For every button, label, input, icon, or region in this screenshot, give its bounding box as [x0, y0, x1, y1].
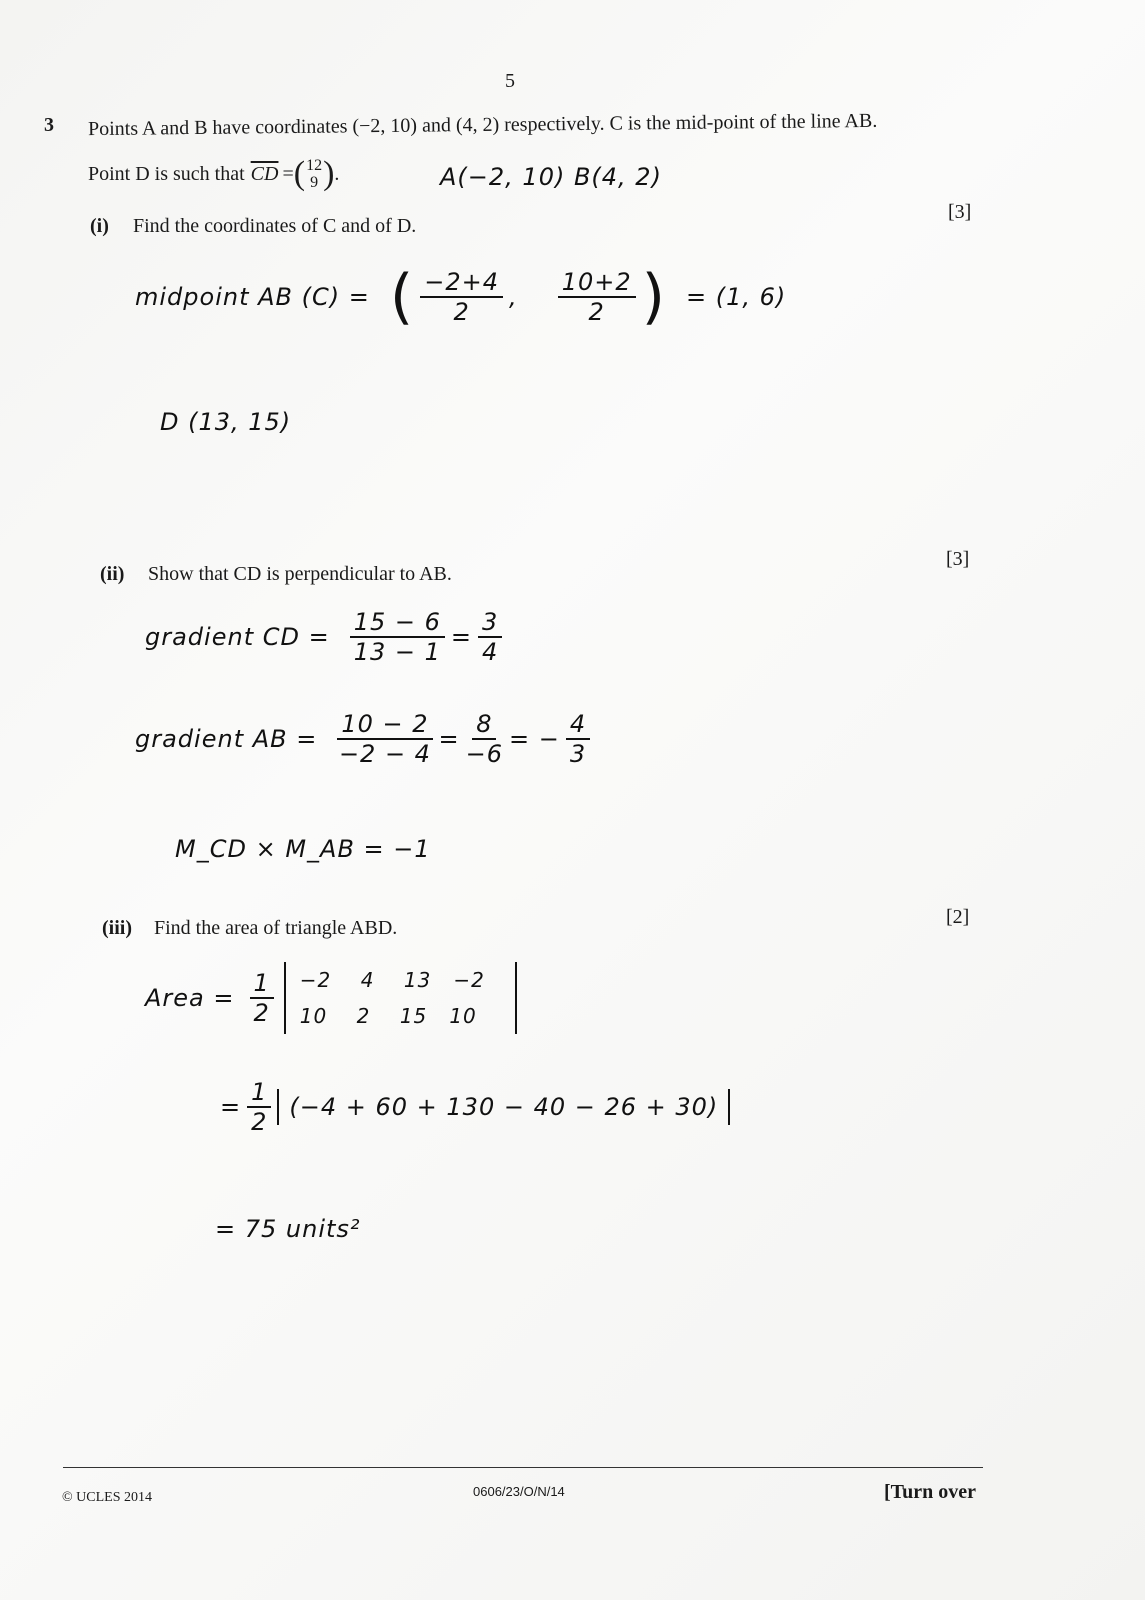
part-iii-text: Find the area of triangle ABD. — [154, 917, 398, 939]
area-expression: (−4 + 60 + 130 − 40 − 26 + 30) — [277, 1089, 730, 1125]
grad-ab-label: gradient AB = — [135, 725, 318, 753]
grad-ab-mid-den: −6 — [465, 740, 504, 768]
d-coordinates: D (13, 15) — [160, 408, 292, 436]
part-ii-marks: [3] — [946, 548, 970, 570]
mid-y-den: 2 — [588, 298, 605, 326]
grad-ab-res-num: 4 — [566, 710, 590, 740]
mid-y-num: 10+2 — [558, 268, 636, 298]
grad-ab-mid-num: 8 — [472, 710, 496, 740]
part-iii-marks: [2] — [946, 906, 970, 928]
mid-x-num: −2+4 — [420, 268, 503, 298]
given-points: A(−2, 10) B(4, 2) — [440, 163, 662, 191]
part-ii-label: (ii) — [100, 563, 125, 585]
grad-cd-res-num: 3 — [478, 608, 502, 638]
gradient-cd-working: gradient CD = $\frac{15 - 6}{13 - 1}$ = $\frac{3}{4}$ — [145, 608, 508, 666]
area-label: Area = — [145, 984, 235, 1012]
question-line2: Point D is such that $\overline{CD}$ = ( 12 9 ) . — [88, 155, 340, 192]
question-number: 3 — [44, 114, 54, 136]
column-vector — [294, 154, 335, 194]
vector-top: 12 — [306, 157, 323, 174]
part-i-label: (i) — [90, 215, 109, 237]
vector-bottom: 9 — [310, 174, 319, 191]
line2-prefix: Point D is such that — [88, 163, 245, 185]
gradient-product: M_CD × M_AB = −1 — [175, 835, 431, 863]
part-iii-label: (iii) — [102, 917, 132, 939]
grad-cd-res-den: 4 — [482, 638, 499, 666]
mid-result: = (1, 6) — [686, 283, 787, 311]
half-num: 1 — [250, 969, 274, 999]
grad-ab-res-den: 3 — [569, 740, 587, 768]
copyright: © UCLES 2014 — [62, 1490, 152, 1505]
paper-code: 0606/23/O/N/14 — [473, 1484, 565, 1499]
half-den-2: 2 — [251, 1108, 268, 1136]
midpoint-label: midpoint AB (C) = — [135, 283, 370, 311]
gradient-ab-working: gradient AB = $\frac{10 - 2}{-2 - 4}$ = $\frac{8}{-6}$ = − $\frac{4}{3}$ — [135, 710, 596, 768]
turn-over: [Turn over — [884, 1481, 977, 1503]
grad-ab-den: −2 − 4 — [338, 740, 431, 768]
vector-right-paren: ) — [323, 155, 335, 192]
grad-cd-num: 15 − 6 — [350, 608, 445, 638]
vector-label: $\overline{CD}$ — [250, 163, 279, 185]
mid-x-den: 2 — [453, 298, 470, 326]
matrix-top-row: −2 4 13 −2 — [299, 968, 485, 992]
grad-ab-num: 10 − 2 — [337, 710, 432, 740]
half-num-2: 1 — [247, 1078, 271, 1108]
matrix-bottom-row: 10 2 15 10 — [299, 1004, 477, 1028]
determinant-matrix — [284, 962, 517, 1034]
midpoint-working: midpoint AB (C) = ( $\frac{-2+4}{2}$ , $\frac{10+2}{2}$ ) = (1, 6) — [135, 262, 787, 332]
vector-left-paren: ( — [293, 155, 306, 192]
part-i-marks: [3] — [948, 201, 972, 223]
part-i-text: Find the coordinates of C and of D. — [133, 215, 417, 237]
area-expansion: = $\frac{1}{2}$ (−4 + 60 + 130 − 40 − 26 + 30) — [220, 1078, 730, 1136]
area-working — [145, 962, 517, 1034]
area-result: = 75 units² — [215, 1215, 361, 1243]
vector-column — [306, 157, 322, 191]
page-number: 5 — [505, 70, 515, 92]
part-ii-text: Show that CD is perpendicular to AB. — [148, 563, 452, 585]
half-den: 2 — [253, 999, 270, 1027]
grad-cd-den: 13 − 1 — [353, 638, 441, 666]
grad-cd-label: gradient CD = — [145, 623, 330, 651]
question-text: Points A and B have coordinates (−2, 10) and (4, 2) respectively. C is the mid-point of the line AB. — [87, 109, 878, 141]
footer-rule — [63, 1467, 983, 1468]
